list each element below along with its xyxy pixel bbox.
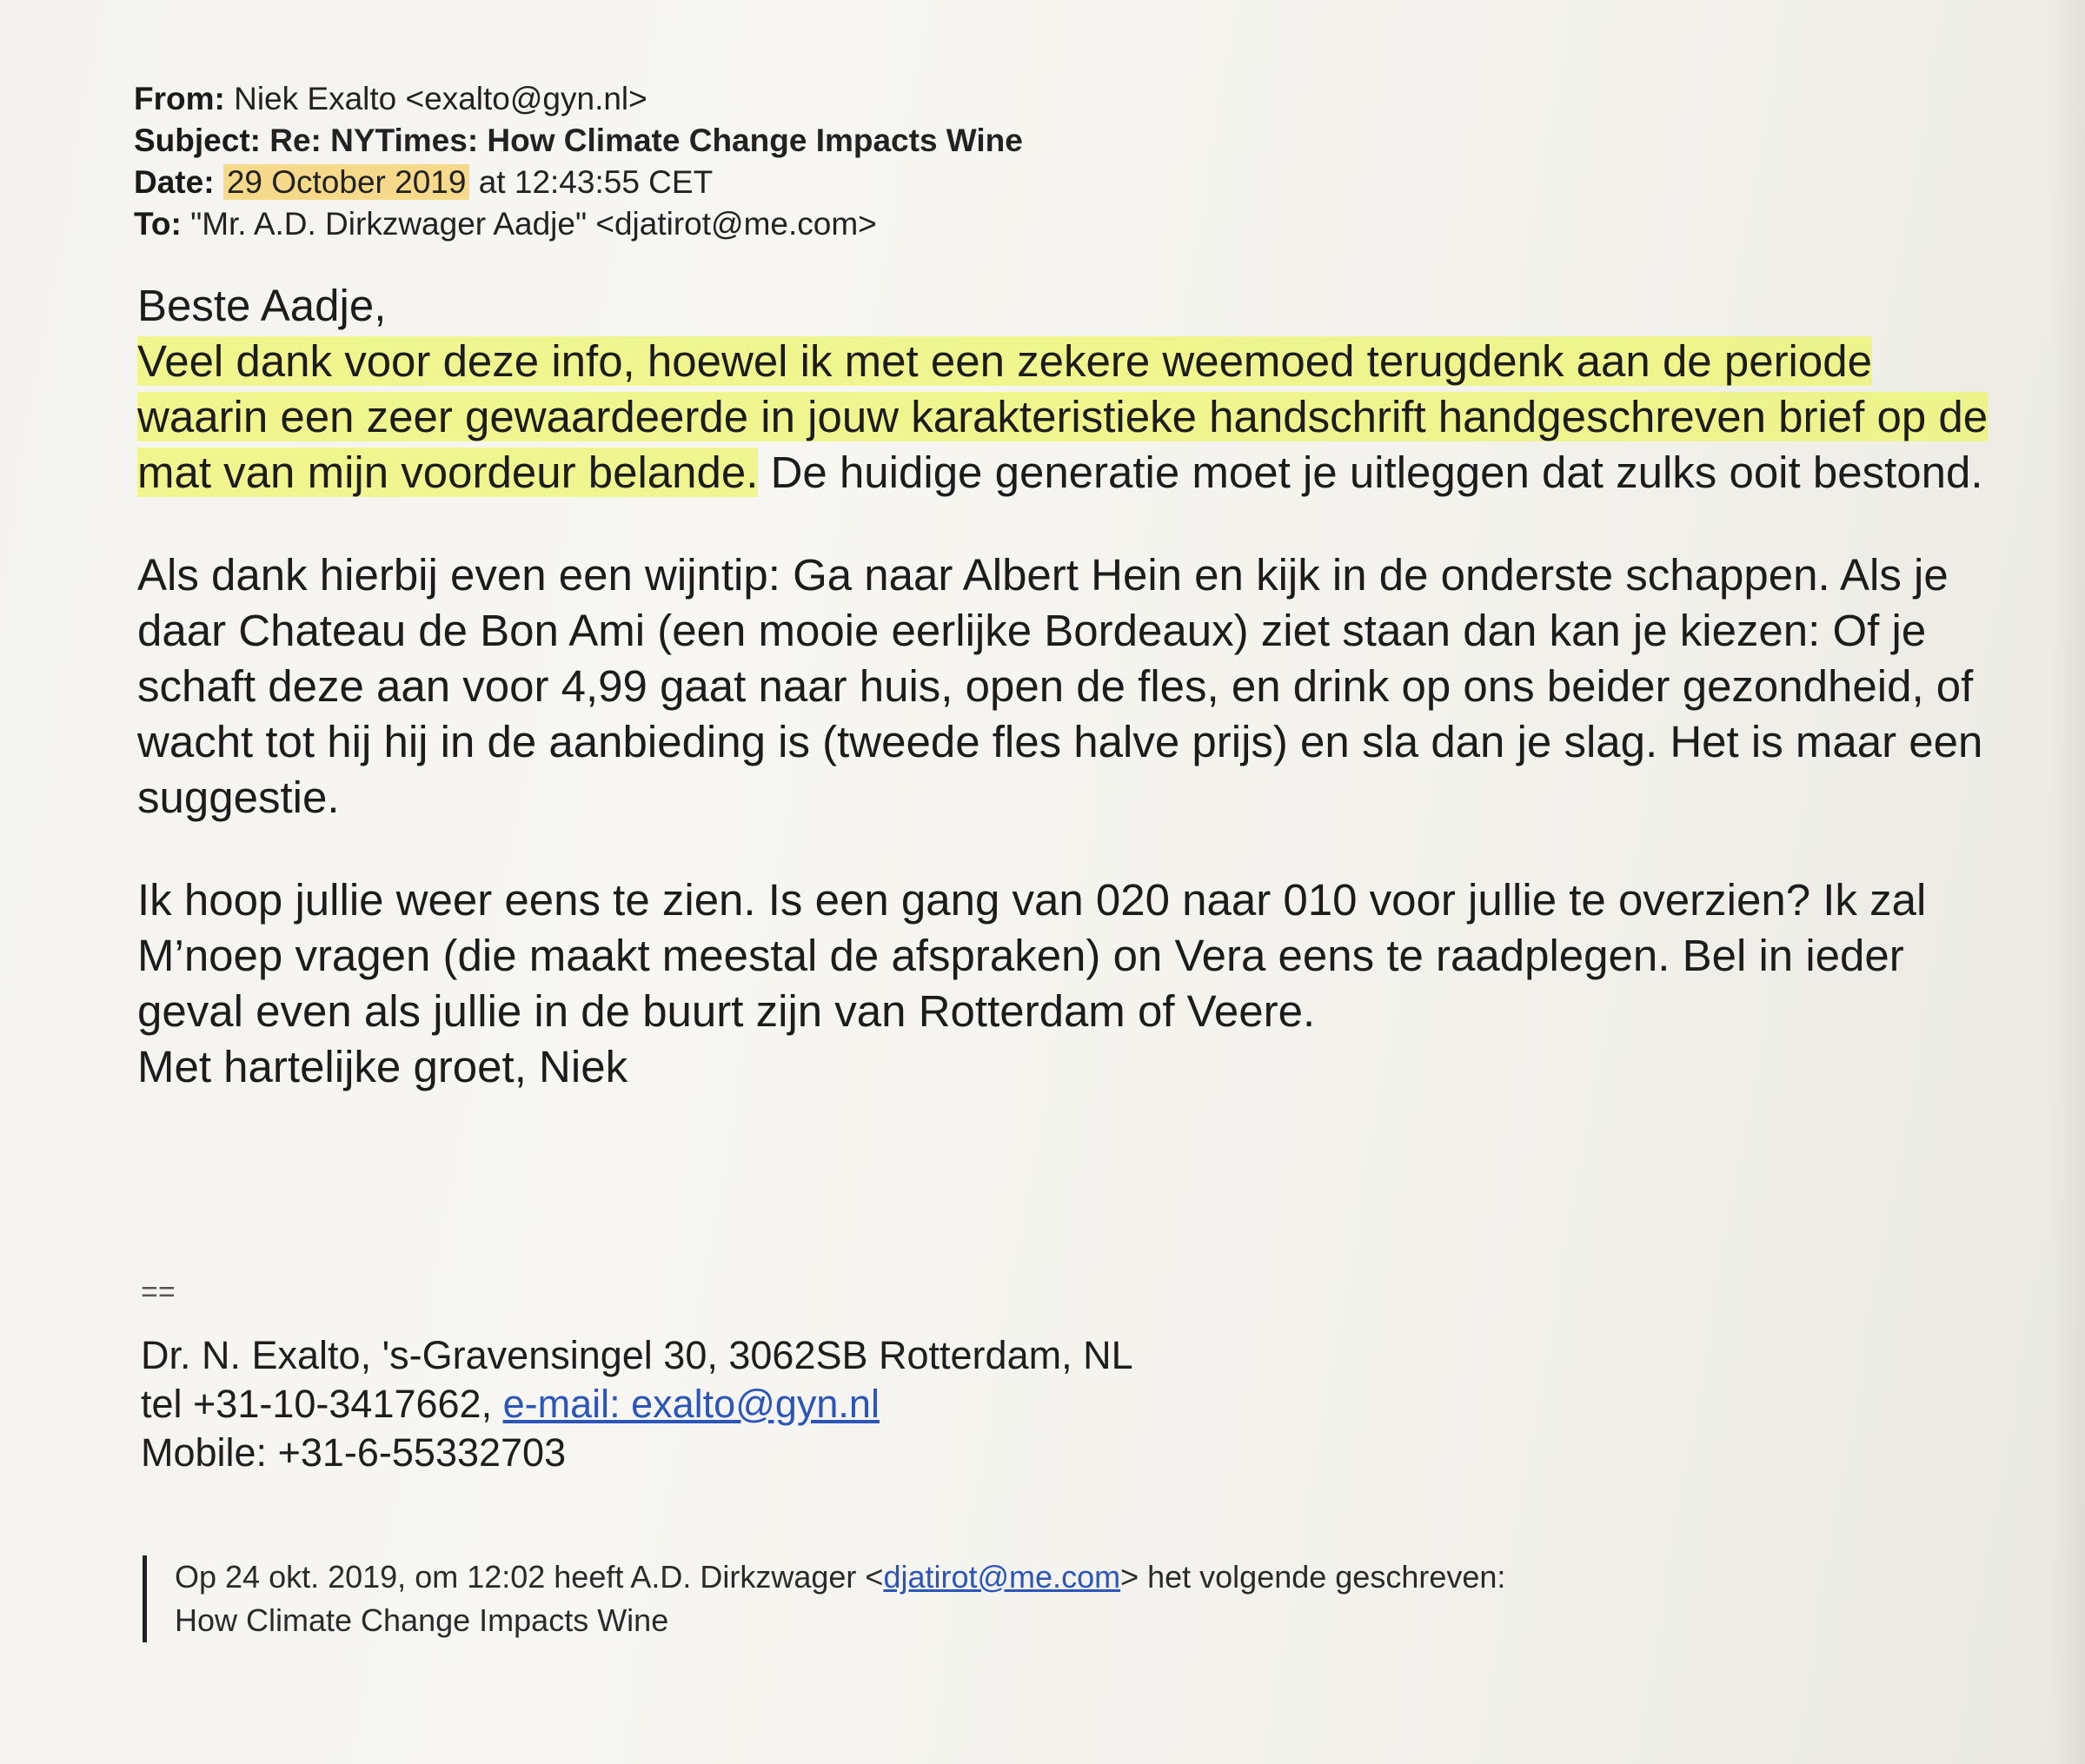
paragraph-gap (137, 826, 1997, 872)
email-header (134, 78, 1023, 245)
quote-intro-before: Op 24 okt. 2019, om 12:02 heeft A.D. Dirkzwager < (175, 1559, 884, 1595)
from-value: Niek Exalto <exalto@gyn.nl> (234, 81, 647, 116)
paragraph-1-end: De huidige generatie moet je uitleggen dat zulks ooit bestond. (758, 448, 1983, 497)
signature-email-link[interactable]: e-mail: exalto@gyn.nl (502, 1382, 880, 1426)
signature-address: Dr. N. Exalto, 's-Gravensingel 30, 3062SB Rotterdam, NL (141, 1333, 1133, 1377)
highlighted-passage: Veel dank voor deze info, hoewel ik met een zekere weemoed terugdenk aan de periode waarin een zeer gewaardeerde in jouw karakteristieke handschrift handgeschreven brief op de mat van mijn voordeur belande. (137, 336, 1989, 497)
paragraph-3: Ik hoop jullie weer eens te zien. Is een gang van 020 naar 010 voor jullie te overzien? Ik zal M’noep vragen (die maakt meestal de afspraken) on Vera eens te raadplegen. Bel in ieder geval even als jullie in de buurt zijn van Rotterdam of Veere. (137, 875, 1927, 1036)
paper-shadow-edge (2050, 0, 2085, 1764)
to-line (134, 203, 1023, 245)
date-line (134, 162, 1023, 203)
from-line (134, 78, 1023, 120)
subject-line (134, 120, 1023, 162)
signature-separator: == (141, 1276, 176, 1309)
email-body (137, 278, 1997, 1095)
paragraph-gap (137, 501, 1997, 547)
to-value: "Mr. A.D. Dirkzwager Aadje" <djatirot@me.com> (190, 206, 877, 242)
quoted-message (143, 1555, 1505, 1642)
date-highlighted: 29 October 2019 (223, 164, 470, 200)
paragraph-1 (137, 334, 1997, 501)
signature-contact-line (141, 1380, 1133, 1429)
paragraph-2: Als dank hierbij even een wijntip: Ga naar Albert Hein en kijk in de onderste schappen. Als je daar Chateau de Bon Ami (een mooie eerlijke Bordeaux) ziet staan dan kan je kiezen: Of je schaft deze aan voor 4,99 gaat naar huis, open de fles, en drink op ons beider gezondheid, of wacht tot hij hij in de aanbieding is (tweede fles halve prijs) en sla dan je slag. Het is maar een suggestie. (137, 550, 1983, 822)
quote-intro-after: > het volgende geschreven: (1120, 1559, 1506, 1595)
signature-block (141, 1277, 1133, 1477)
date-label: Date: (134, 164, 215, 200)
subject-value: Re: NYTimes: How Climate Change Impacts Wine (269, 123, 1023, 158)
date-rest: at 12:43:55 CET (469, 164, 714, 200)
greeting: Beste Aadje, (137, 281, 387, 330)
closing: Met hartelijke groet, Niek (137, 1042, 628, 1091)
from-label: From: (134, 81, 225, 116)
signature-mobile: Mobile: +31-6-55332703 (141, 1430, 567, 1475)
signature-tel: tel +31-10-3417662, (141, 1382, 493, 1426)
quote-subject: How Climate Change Impacts Wine (175, 1602, 669, 1638)
quote-intro (175, 1555, 1505, 1599)
quote-email-link[interactable]: djatirot@me.com (883, 1559, 1121, 1595)
subject-label: Subject: (134, 123, 261, 158)
to-label: To: (134, 206, 182, 242)
